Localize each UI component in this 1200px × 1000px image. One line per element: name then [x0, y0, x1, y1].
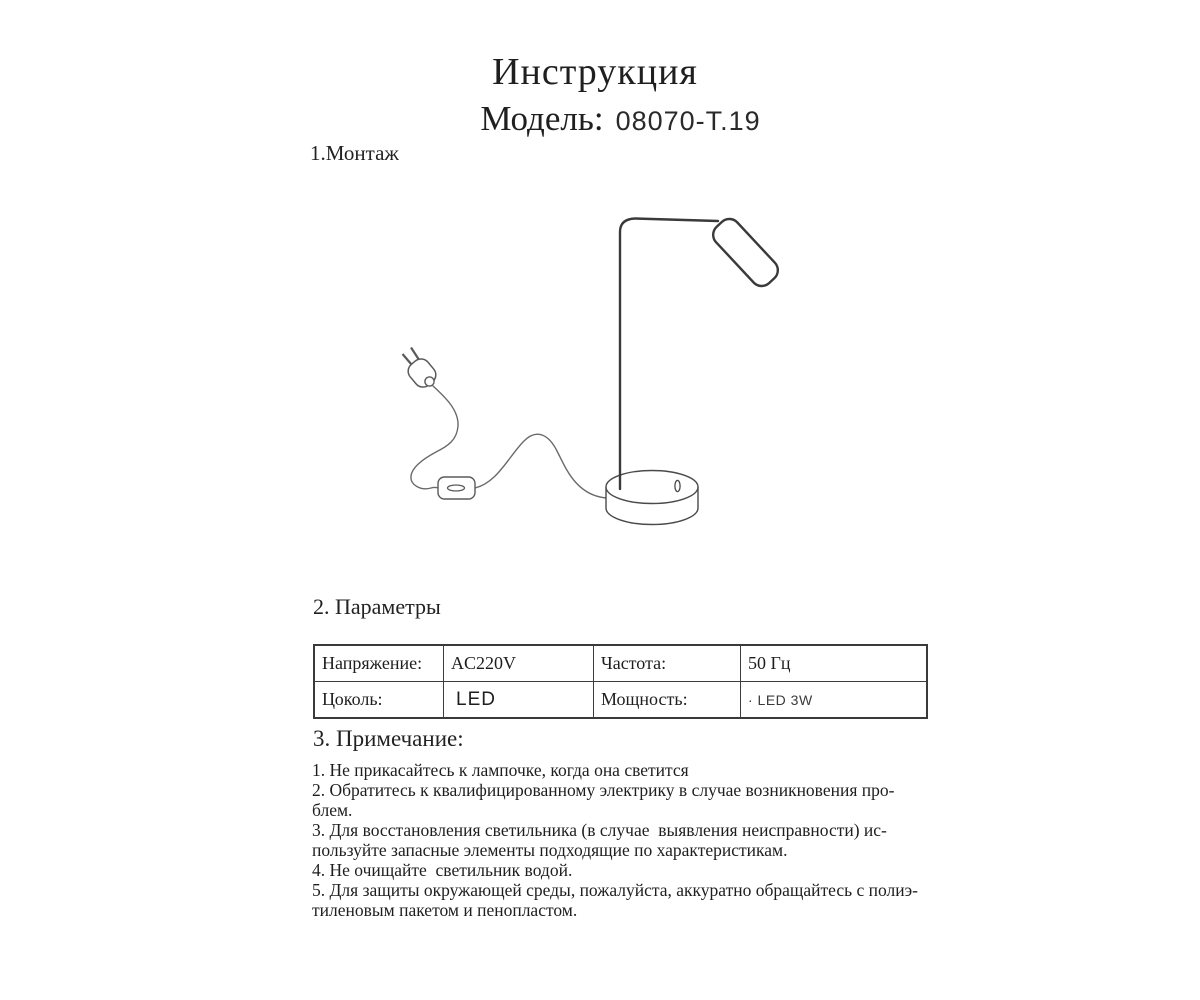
power-plug-icon — [403, 348, 440, 391]
note-item-1 — [312, 760, 912, 780]
note-item-2 — [312, 780, 912, 820]
lamp-head — [709, 214, 783, 290]
power-cable-right — [475, 434, 606, 498]
note-item-5 — [312, 880, 918, 920]
parameters-table — [313, 644, 928, 719]
param-label-frequency: Частота: — [594, 645, 741, 682]
table-row — [314, 682, 927, 719]
model-label: Модель: — [480, 99, 604, 138]
note-line: 3. Для восстановления светильника (в случае выявления неисправности) ис- — [312, 820, 887, 840]
note-line: 1. Не прикасайтесь к лампочке, когда она светится — [312, 760, 689, 780]
note-line: 2. Обратитесь к квалифицированному электрику в случае возникновения про- — [312, 780, 895, 800]
note-line: тиленовым пакетом и пенопластом. — [312, 900, 578, 920]
lamp-pole — [620, 219, 718, 490]
note-item-4 — [312, 860, 912, 880]
section-heading-parameters: 2. Параметры — [313, 594, 441, 619]
note-line: 5. Для защиты окружающей среды, пожалуйста, аккуратно обращайтесь с полиэ- — [312, 880, 918, 900]
note-item-3 — [312, 820, 912, 860]
note-line: блем. — [312, 800, 353, 820]
param-value-frequency: 50 Гц — [741, 645, 928, 682]
param-label-voltage: Напряжение: — [314, 645, 444, 682]
notes-list — [312, 760, 918, 920]
note-line: 4. Не очищайте светильник водой. — [312, 860, 573, 880]
page-title: Инструкция — [492, 51, 698, 93]
inline-switch-icon — [438, 477, 475, 499]
section-heading-montage: 1.Монтаж — [310, 141, 399, 165]
param-value-socket: LED — [444, 682, 594, 719]
base-button-slot — [675, 480, 680, 491]
section-heading-notes: 3. Примечание: — [313, 726, 464, 751]
table-row — [314, 645, 927, 682]
param-value-voltage: AC220V — [444, 645, 594, 682]
note-line: пользуйте запасные элементы подходящие по характеристикам. — [312, 840, 788, 860]
power-cable-left — [411, 386, 458, 489]
param-label-power: Мощность: — [594, 682, 741, 719]
param-value-power: · LED 3W — [741, 682, 928, 719]
param-label-socket: Цоколь: — [314, 682, 444, 719]
model-line — [41, 99, 1200, 139]
model-number: 08070-T.19 — [615, 106, 761, 136]
lamp-assembly-diagram — [385, 195, 805, 535]
